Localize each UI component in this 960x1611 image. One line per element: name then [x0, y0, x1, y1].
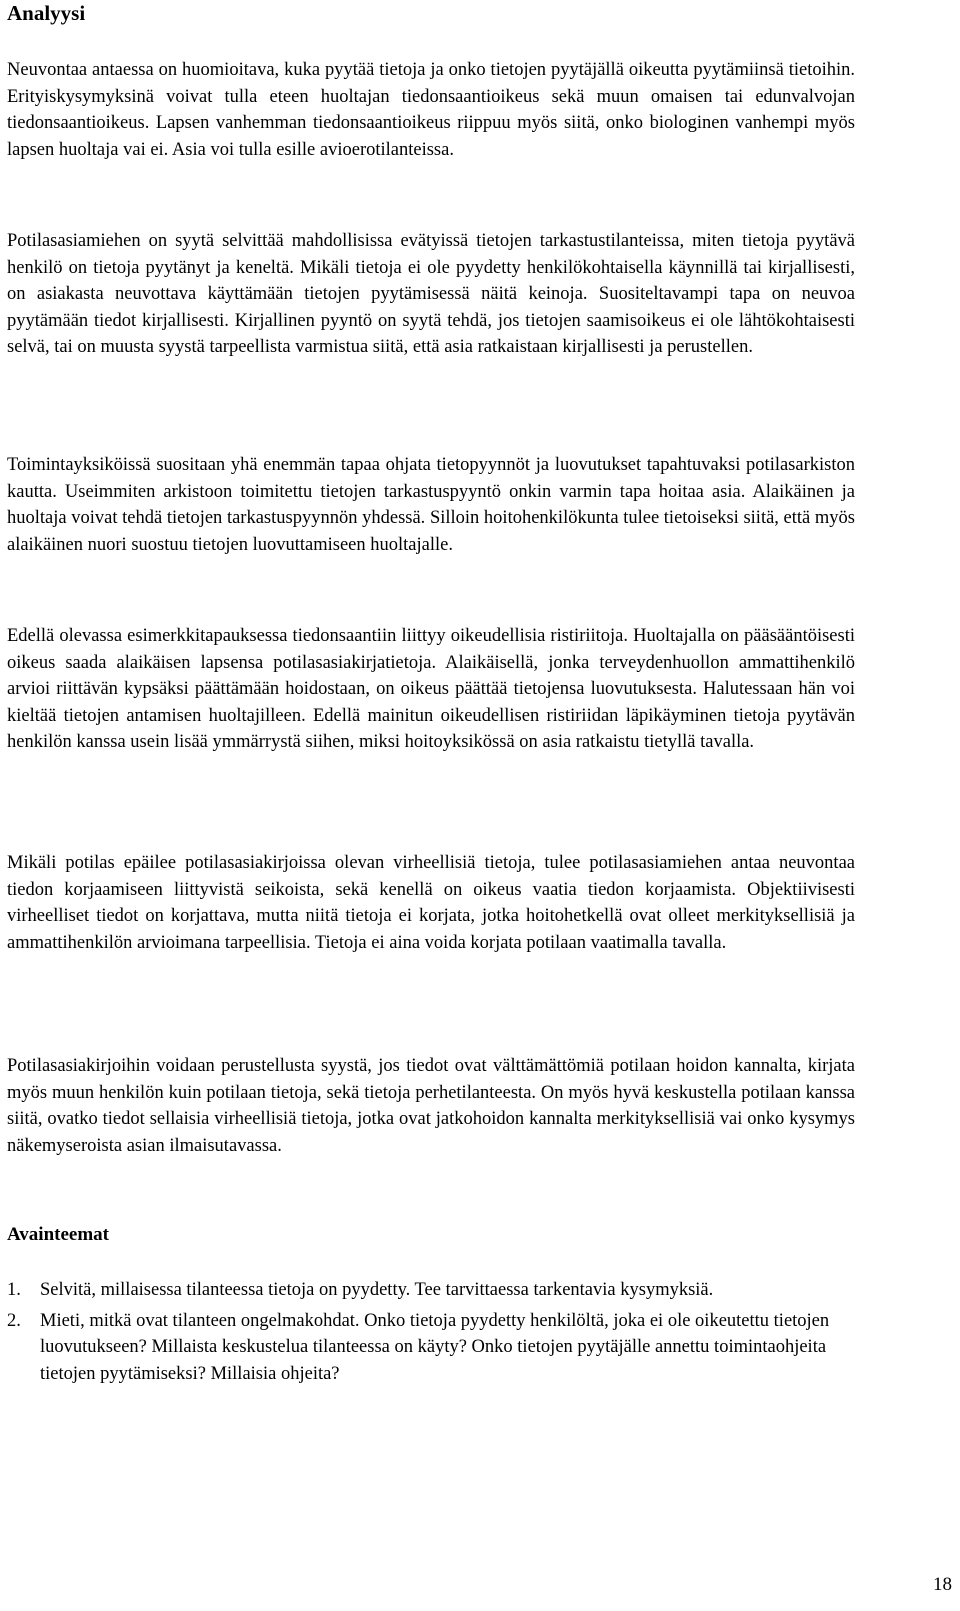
paragraph-3: Toimintayksiköissä suositaan yhä enemmän tapaa ohjata tietopyynnöt ja luovutukset tapahtuvaksi potilasarkiston kautta. Useimmiten arkistoon toimitettu tietojen tarkastuspyyntö onkin varmin tapa hoitaa asia. Alaikäinen ja huoltaja voivat tehdä tietojen tarkastuspyynnön yhdessä. Silloin hoitohenkilökunta tulee tietoiseksi siitä, että myös alaikäinen nuori suostuu tietojen luovuttamiseen huoltajalle. [7, 455, 855, 555]
key-topics-heading: Avainteemat [7, 1224, 110, 1245]
list-item [7, 1308, 855, 1388]
list-item-number: 1. [7, 1280, 21, 1300]
page-number: 18 [933, 1574, 952, 1595]
section-heading: Analyysi [7, 1, 86, 25]
list-item-number: 2. [7, 1310, 21, 1331]
list-item-text: Selvitä, millaisessa tilanteessa tietoja on pyydetty. Tee tarvittaessa tarkentavia kysymyksiä. [40, 1280, 714, 1300]
paragraph-4: Edellä olevassa esimerkkitapauksessa tiedonsaantiin liittyy oikeudellisia ristiriitoja. Huoltajalla on pääsääntöisesti oikeus saada alaikäisen lapsensa potilasasiakirjatietoja. Alaikäisellä, jonka terveydenhuollon ammattihenkilö arvioi riittävän kypsäksi päättämään hoidostaan, on oikeus päättää tietojensa luovutuksesta. Halutessaan hän voi kieltää tietojen antamisen huoltajilleen. Edellä mainitun oikeudellisen ristiriidan läpikäyminen tietoja pyytävän henkilön kanssa usein lisää ymmärrystä siihen, miksi hoitoyksikössä on asia ratkaistu tietyllä tavalla. [7, 626, 855, 752]
list-item-text: Mieti, mitkä ovat tilanteen ongelmakohdat. Onko tietoja pyydetty henkilöltä, joka ei ole oikeutettu tietojen luovutukseen? Millaista keskustelua tilanteessa on käyty? Onko tietojen pyytäjälle annettu toimintaohjeita tietojen pyytämiseksi? Millaisia ohjeita? [40, 1310, 830, 1384]
paragraph-6: Potilasasiakirjoihin voidaan perustellusta syystä, jos tiedot ovat välttämättömiä potilaan hoidon kannalta, kirjata myös muun henkilön kuin potilaan tietoja, sekä tietoja perhetilanteesta. On myös hyvä keskustella potilaan kanssa siitä, ovatko tiedot sellaisia virheellisiä tietoja, jotka ovat jatkohoidon kannalta merkityksellisiä vai onko kysymys näkemyseroista asian ilmaisutavassa. [7, 1056, 855, 1156]
key-topics-list [7, 1277, 855, 1391]
document-page [7, 0, 855, 1384]
paragraph-2: Potilasasiamiehen on syytä selvittää mahdollisissa evätyissä tietojen tarkastustilanteissa, miten tietoja pyytävä henkilö on tietoja pyytänyt ja keneltä. Mikäli tietoja ei ole pyydetty henkilökohtaisella käynnillä tai kirjallisesti, on asiakasta neuvottava käyttämään tietojen pyytämisessä näitä keinoja. Suositeltavampi tapa on neuvoa pyytämään tiedot kirjallisesti. Kirjallinen pyyntö on syytä tehdä, jos tietojen saamisoikeus ei ole lähtökohtaisesti selvä, tai on muusta syystä tarpeellista varmistua siitä, että asia ratkaistaan kirjallisesti ja perustellen. [7, 231, 855, 357]
paragraph-1: Neuvontaa antaessa on huomioitava, kuka pyytää tietoja ja onko tietojen pyytäjällä oikeutta pyytämiinsä tietoihin. Erityiskysymyksinä voivat tulla eteen huoltajan tiedonsaantioikeus sekä muun omaisen tai edunvalvojan tiedonsaantioikeus. Lapsen vanhemman tiedonsaantioikeus riippuu myös siitä, onko biologinen vanhempi myös lapsen huoltaja vai ei. Asia voi tulla esille avioerotilanteissa. [7, 60, 855, 160]
list-item [7, 1277, 855, 1304]
paragraph-5: Mikäli potilas epäilee potilasasiakirjoissa olevan virheellisiä tietoja, tulee potilasasiamiehen antaa neuvontaa tiedon korjaamiseen liittyvistä seikoista, sekä kenellä on oikeus vaatia tiedon korjaamista. Objektiivisesti virheelliset tiedot on korjattava, mutta niitä tietoja ei korjata, jotka hoitohetkellä ovat olleet merkityksellisiä ja ammattihenkilön arvioimana tarpeellisia. Tietoja ei aina voida korjata potilaan vaatimalla tavalla. [7, 853, 855, 953]
